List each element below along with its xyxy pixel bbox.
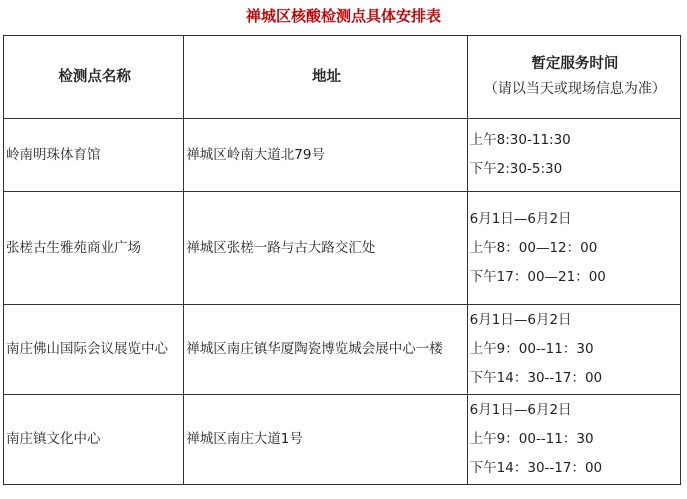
site-name-cell [4,192,184,305]
time-line: 6月1日—6月2日 [469,402,572,418]
site-address: 禅城区张槎一路与古大路交汇处 [186,239,376,256]
address-cell [184,305,467,395]
header-time-title: 暂定服务时间 [531,56,619,72]
testing-sites-table [3,35,681,485]
address-cell [184,395,467,485]
header-site-name: 检测点名称 [4,36,184,119]
time-line: 6月1日—6月2日 [469,312,572,328]
time-cell [467,192,680,305]
time-line: 上午9：00--11：30 [469,341,594,357]
site-address: 禅城区南庄大道1号 [186,431,303,447]
header-address: 地址 [184,36,467,119]
site-name: 岭南明珠体育馆 [6,146,101,163]
table-header-row [4,36,681,119]
time-cell [467,395,680,485]
time-line: 下午17：00—21：00 [469,268,606,285]
time-line: 下午14：30--17：00 [469,370,603,386]
time-cell [467,305,680,395]
site-name-cell [4,119,184,192]
page-title: 禅城区核酸检测点具体安排表 [245,7,441,25]
time-line: 下午14：30--17：00 [469,460,603,476]
time-line: 上午8:30-11:30 [469,132,571,148]
header-service-time [467,36,680,119]
time-line: 上午8：00—12：00 [469,239,598,256]
site-name-cell [4,305,184,395]
table-row [4,305,681,395]
site-name: 张槎古生雅苑商业广场 [6,239,141,256]
table-row [4,192,681,305]
table-row [4,395,681,485]
time-cell [467,119,680,192]
header-time-note: （请以当天或现场信息为准） [483,81,666,97]
site-name-cell [4,395,184,485]
time-line: 下午2:30-5:30 [469,161,563,177]
table-row [4,119,681,192]
time-line: 上午9：00--11：30 [469,431,594,447]
address-cell [184,192,467,305]
site-name: 南庄镇文化中心 [6,431,101,447]
site-name: 南庄佛山国际会议展览中心 [6,341,168,357]
time-line: 6月1日—6月2日 [469,210,572,227]
address-cell [184,119,467,192]
site-address: 禅城区岭南大道北79号 [186,146,325,163]
site-address: 禅城区南庄镇华厦陶瓷博览城会展中心一楼 [186,341,443,357]
